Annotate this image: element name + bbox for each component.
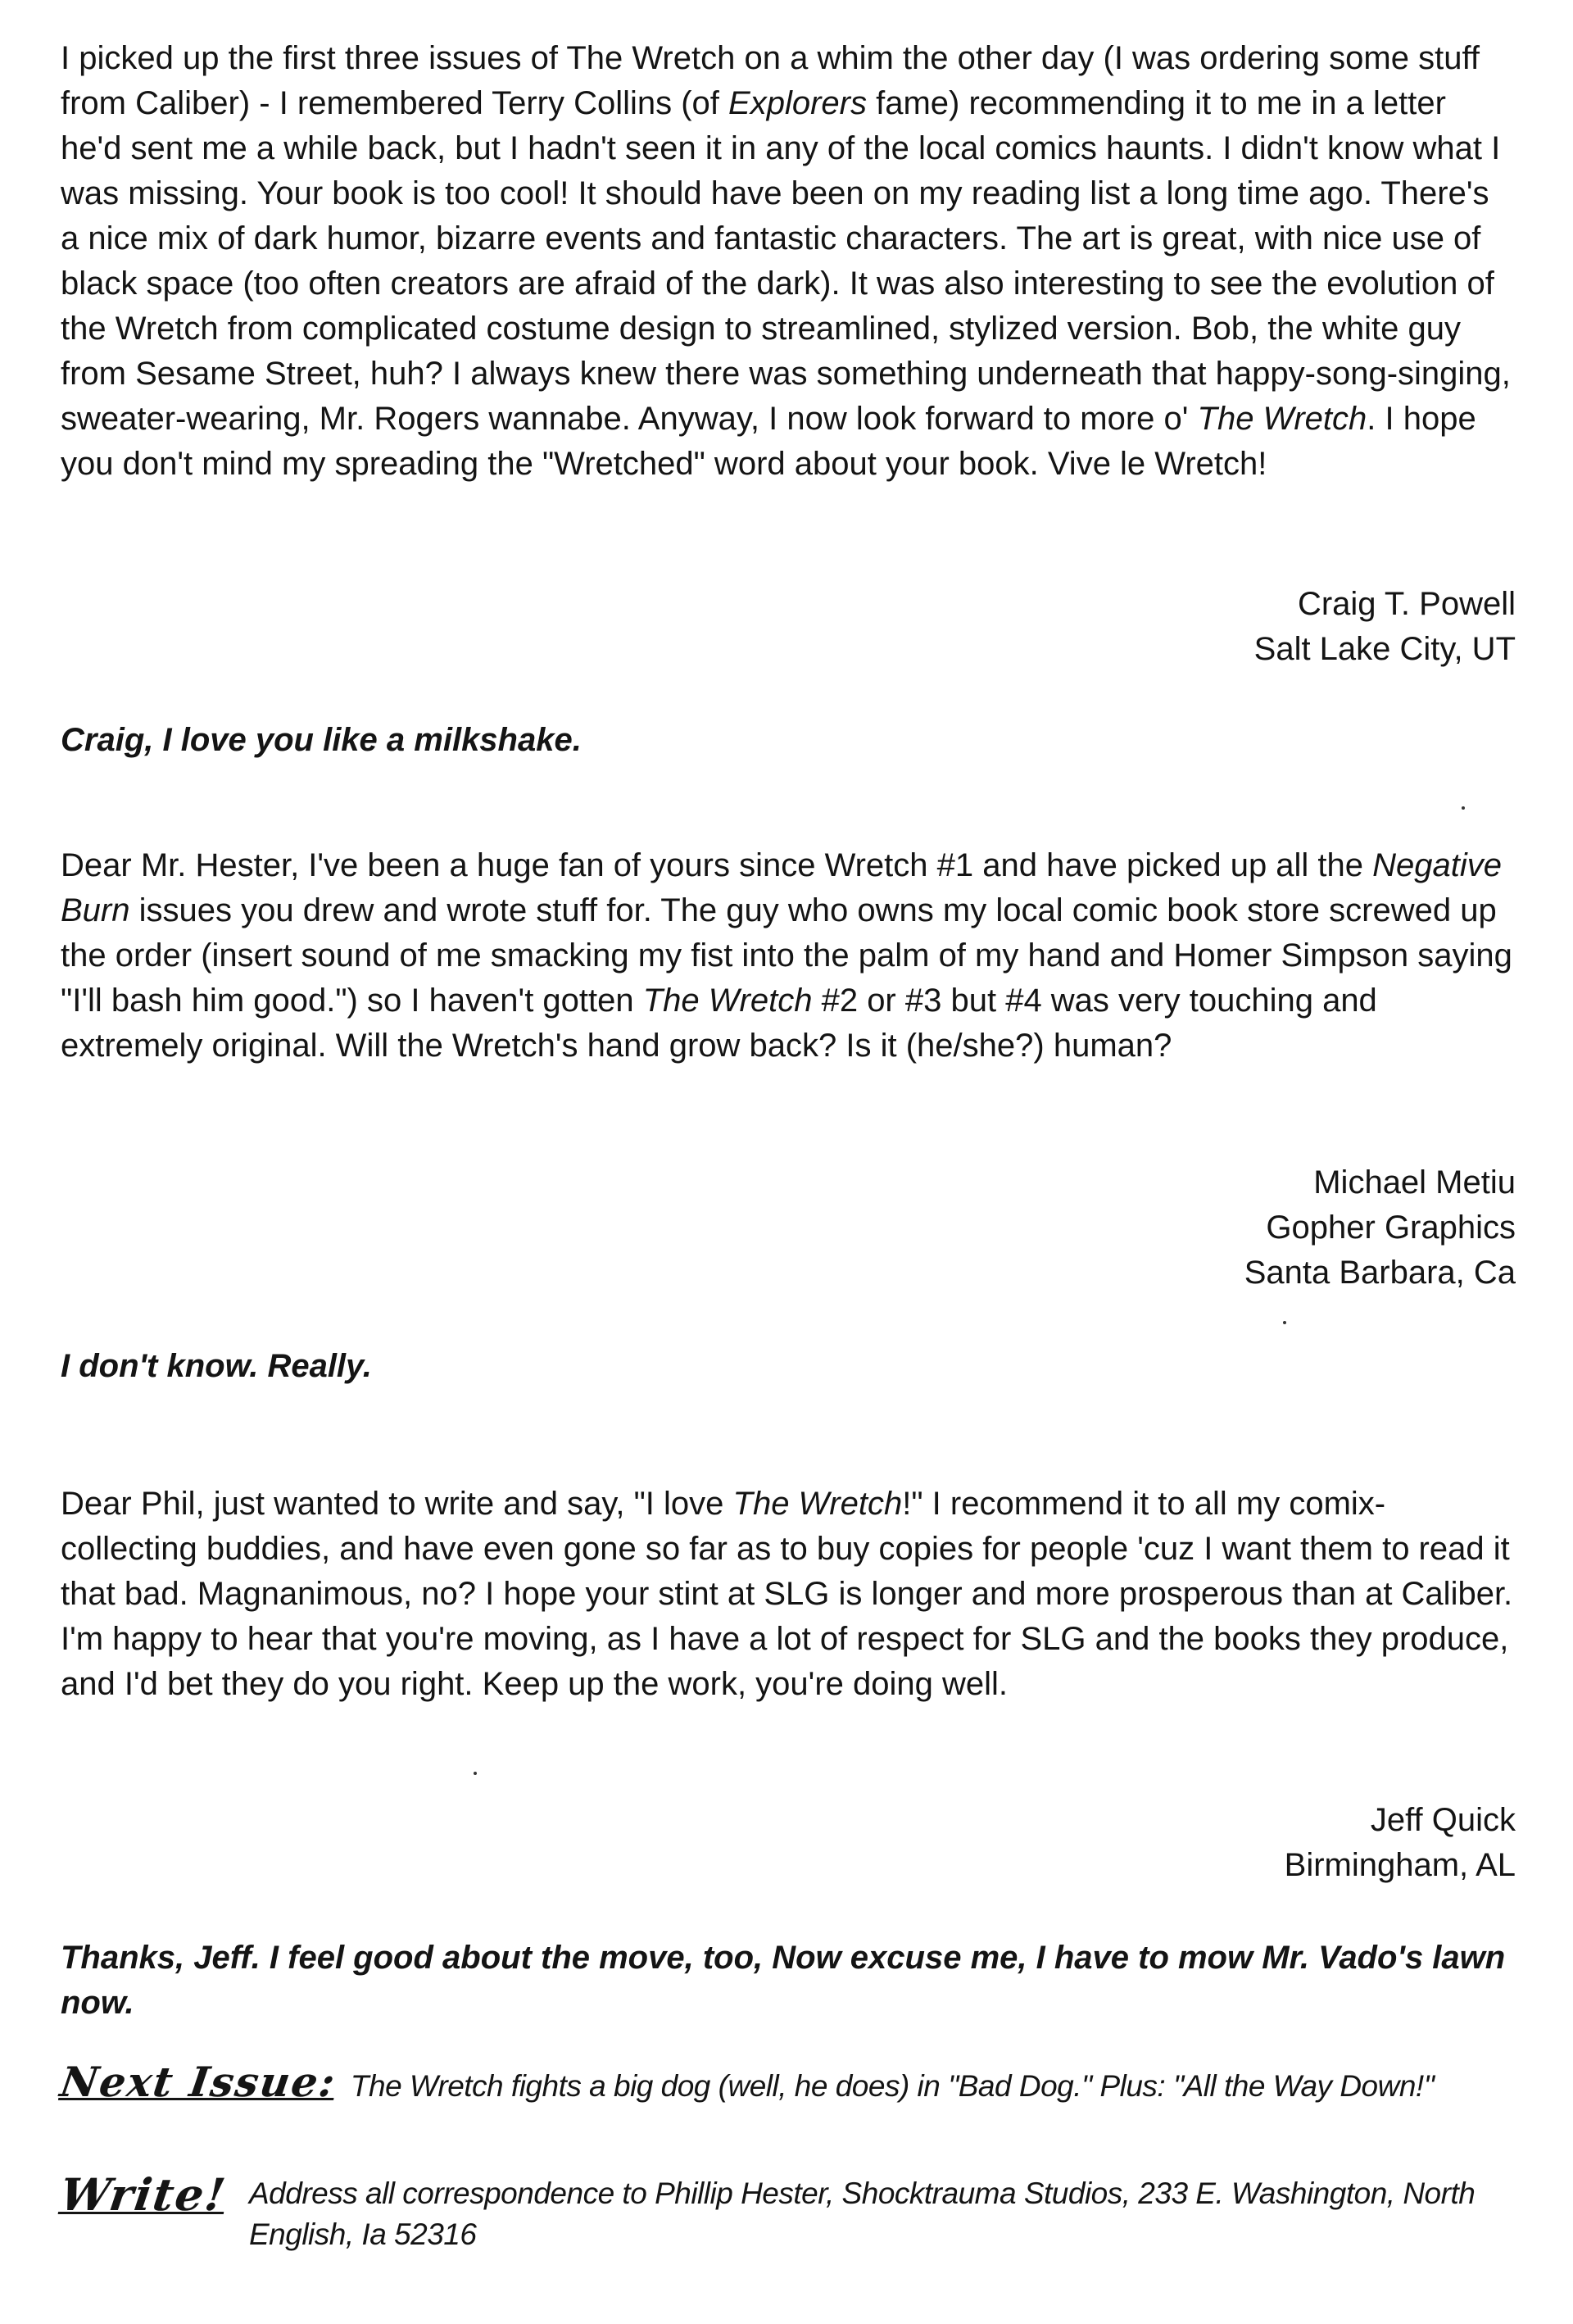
letter-3-body [61, 1482, 1516, 1707]
write-label: Write! [57, 2168, 230, 2221]
letter-2-title-wretch: The Wretch [642, 983, 813, 1019]
letter-1-author-location: Salt Lake City, UT [1253, 631, 1516, 667]
write-address-text: Address all correspondence to Phillip Hester, Shocktrauma Studios, 233 E. Washington, North English, Ia 52316 [249, 2176, 1476, 2251]
scan-speck [1283, 1321, 1286, 1324]
letter-2-text-a: Dear Mr. Hester, I've been a huge fan of yours since Wretch #1 and have picked up all the [61, 847, 1373, 883]
letter-1-text-a: I picked up the first three issues of The Wretch on a whim the other day (I was ordering some stuff from Caliber) - I remembered Terry Collins (of [61, 40, 1480, 121]
letter-2-text-c: #2 or #3 but #4 was very touching and extremely original. Will the Wretch's hand grow back? Is it (he/she?) human? [61, 983, 1377, 1064]
letter-3-text-b: !" I recommend it to all my comix-collecting buddies, and have even gone so far as to buy copies for people 'cuz I want them to read it that bad. Magnanimous, no? I hope your stint at SLG is longer and more prosperous than at Caliber. I'm happy to hear that you're moving, as I have a lot of respect for SLG and the books they produce, and I'd bet they do you right. Keep up the work, you're doing well. [61, 1486, 1513, 1702]
next-issue-text: The Wretch fights a big dog (well, he does) in "Bad Dog." Plus: "All the Way Down!" [350, 2069, 1435, 2103]
write-block [57, 2168, 1516, 2255]
letter-1-title-explorers: Explorers [728, 85, 867, 121]
letter-2-author-location: Santa Barbara, Ca [1244, 1255, 1516, 1291]
letter-1-text-b: fame) recommending it to me in a letter he'd sent me a while back, but I hadn't seen it in any of the local comics haunts. I didn't know what I was missing. Your book is too cool! It should have been on my reading list a long time ago. There's a nice mix of dark humor, bizarre events and fantastic characters. The art is great, with nice use of black space (too often creators are afraid of the dark). It was also interesting to see the evolution of the Wretch from complicated costume design to streamlined, stylized version. Bob, the white guy from Sesame Street, huh? I always knew there was something underneath that happy-song-singing, sweater-wearing, Mr. Rogers wannabe. Anyway, I now look forward to more o' [61, 85, 1511, 437]
letter-1-author-name: Craig T. Powell [1297, 586, 1516, 622]
letter-3-signature [1285, 1798, 1516, 1888]
next-issue-block [57, 2058, 1516, 2106]
letter-3-text-a: Dear Phil, just wanted to write and say, "I love [61, 1486, 733, 1522]
letter-1-signature [1254, 582, 1516, 672]
letter-1-title-wretch: The Wretch [1197, 401, 1367, 437]
letter-2-reply: I don't know. Really. [61, 1348, 372, 1384]
next-issue-label: Next Issue: [57, 2058, 340, 2106]
letter-3-title-wretch: The Wretch [732, 1486, 903, 1522]
scan-speck [474, 1772, 477, 1775]
letter-2-body [61, 843, 1516, 1069]
letter-2-signature [1244, 1160, 1516, 1296]
letter-2-author-company: Gopher Graphics [1266, 1210, 1516, 1246]
letter-1-body [61, 36, 1516, 487]
letter-2-author-name: Michael Metiu [1313, 1164, 1516, 1201]
letter-3-reply: Thanks, Jeff. I feel good about the move, too, Now excuse me, I have to mow Mr. Vado's lawn now. [61, 1940, 1506, 2021]
letter-3-author-location: Birmingham, AL [1284, 1847, 1516, 1883]
letter-1-text-c: . I hope you don't mind my spreading the "Wretched" word about your book. Vive le Wretch! [61, 401, 1476, 482]
scan-speck [1462, 806, 1465, 810]
letter-3-author-name: Jeff Quick [1370, 1802, 1516, 1838]
letter-2-title-negative-burn: Negative Burn [61, 847, 1503, 928]
letter-2-text-b: issues you drew and wrote stuff for. The guy who owns my local comic book store screwed up the order (insert sound of me smacking my fist into the palm of my hand and Homer Simpson saying "I'll bash him good.") so I haven't gotten [61, 892, 1512, 1019]
letter-1-reply: Craig, I love you like a milkshake. [61, 722, 582, 758]
